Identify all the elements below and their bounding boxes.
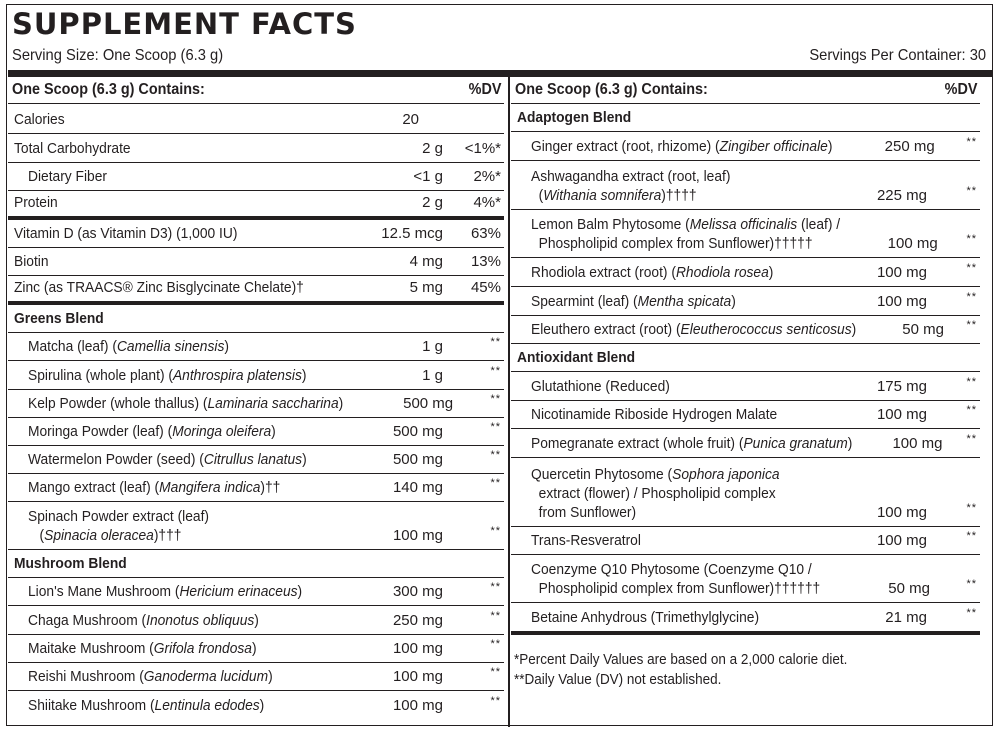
top-rule — [8, 70, 992, 77]
ingredient-dv: ** — [966, 433, 977, 445]
ingredient-row-rhodiola: Rhodiola extract (root) (Rhodiola rosea) 100 mg ** — [511, 258, 980, 287]
ingredient-dv: ** — [490, 365, 501, 377]
ingredient-row-mushroom: Chaga Mushroom (Inonotus obliquus) 250 mg ** — [8, 606, 504, 635]
ingredient-row-greens: Kelp Powder (whole thallus) (Laminaria saccharina) 500 mg ** — [8, 390, 504, 418]
panel-title: SUPPLEMENT FACTS — [12, 7, 357, 41]
contains-heading: One Scoop (6.3 g) Contains: — [12, 81, 205, 98]
nutrient-dv: 2%* — [473, 168, 501, 185]
ingredient-amount: 100 mg — [392, 697, 443, 714]
ingredient-amount: 100 mg — [876, 264, 927, 281]
nutrient-amount: <1 g — [413, 168, 443, 185]
ingredient-dv: ** — [966, 376, 977, 388]
ingredient-amount: 100 mg — [876, 532, 927, 549]
nutrient-name: Zinc (as TRAACS® Zinc Bisglycinate Chelate)† — [14, 279, 304, 296]
ingredient-row-lemon-balm: Lemon Balm Phytosome (Melissa officinalis (leaf) / Phospholipid complex from Sunflower)††††† 100 mg ** — [511, 210, 980, 258]
nutrient-amount: 2 g — [422, 140, 443, 157]
nutrient-amount: 20 — [402, 111, 419, 128]
bottom-rule — [511, 631, 980, 635]
nutrient-row-zinc — [8, 276, 504, 305]
ingredient-row-greens: Moringa Powder (leaf) (Moringa oleifera) 500 mg ** — [8, 418, 504, 446]
nutrient-name: Total Carbohydrate — [14, 140, 131, 157]
dv-heading: %DV — [944, 81, 977, 98]
ingredient-row-spearmint: Spearmint (leaf) (Mentha spicata) 100 mg ** — [511, 287, 980, 316]
ingredient-dv: ** — [966, 502, 977, 514]
ingredient-dv: ** — [966, 319, 977, 331]
ingredient-amount: 100 mg — [892, 435, 943, 452]
ingredient-dv: ** — [966, 136, 977, 148]
ingredient-dv: ** — [490, 525, 501, 537]
ingredient-dv: ** — [490, 421, 501, 433]
ingredient-amount: 100 mg — [392, 640, 443, 657]
nutrient-row-calories — [8, 104, 504, 134]
ingredient-amount: 100 mg — [392, 527, 443, 544]
ingredient-row-greens: Matcha (leaf) (Camellia sinensis) 1 g ** — [8, 333, 504, 361]
ingredient-amount: 100 mg — [876, 406, 927, 423]
ingredient-dv: ** — [966, 607, 977, 619]
footnote-dv-not-established: **Daily Value (DV) not established. — [514, 672, 722, 688]
nutrient-name: Dietary Fiber — [28, 168, 107, 185]
ingredient-dv: ** — [490, 610, 501, 622]
left-header — [8, 77, 504, 104]
ingredient-amount: 250 mg — [392, 612, 443, 629]
nutrient-dv: <1%* — [464, 140, 501, 157]
ingredient-row-resveratrol: Trans-Resveratrol 100 mg ** — [511, 527, 980, 555]
ingredient-amount: 50 mg — [888, 580, 930, 597]
nutrient-amount: 4 mg — [409, 253, 443, 270]
nutrient-amount: 5 mg — [409, 279, 443, 296]
ingredient-row-betaine: Betaine Anhydrous (Trimethylglycine) 21 mg ** — [531, 607, 977, 626]
ingredient-row-coq10: Coenzyme Q10 Phytosome (Coenzyme Q10 / Phospholipid complex from Sunflower)†††††† 50 mg ** — [511, 555, 980, 603]
mushroom-blend-heading: Mushroom Blend — [8, 550, 504, 578]
footnote-percent-dv: *Percent Daily Values are based on a 2,000 calorie diet. — [514, 652, 848, 668]
ingredient-dv: ** — [966, 185, 977, 197]
nutrient-row-vitamin-d — [8, 220, 504, 248]
ingredient-amount: 250 mg — [884, 138, 935, 155]
ingredient-dv: ** — [490, 638, 501, 650]
ingredient-amount: 1 g — [422, 338, 443, 355]
ingredient-dv: ** — [966, 404, 977, 416]
nutrient-name: Vitamin D (as Vitamin D3) (1,000 IU) — [14, 225, 238, 242]
ingredient-row-pomegranate: Pomegranate extract (whole fruit) (Punica granatum) 100 mg ** — [511, 429, 980, 458]
ingredient-dv: ** — [966, 233, 977, 245]
antioxidant-blend-heading: Antioxidant Blend — [511, 344, 980, 372]
ingredient-amount: 500 mg — [392, 451, 443, 468]
ingredient-amount: 500 mg — [403, 395, 454, 412]
ingredient-row-quercetin: Quercetin Phytosome (Sophora japonica extract (flower) / Phospholipid complex from Sunflower) 100 mg ** — [511, 458, 980, 527]
nutrient-amount: 12.5 mcg — [381, 225, 443, 242]
nutrient-name: Biotin — [14, 253, 49, 270]
nutrient-dv: 13% — [470, 253, 501, 270]
nutrient-row-biotin — [8, 248, 504, 276]
column-divider — [508, 77, 510, 727]
ingredient-dv: ** — [490, 695, 501, 707]
ingredient-row-greens: Watermelon Powder (seed) (Citrullus lanatus) 500 mg ** — [8, 446, 504, 474]
right-header — [511, 77, 980, 104]
ingredient-amount: 140 mg — [392, 479, 443, 496]
ingredient-dv: ** — [966, 291, 977, 303]
ingredient-row-greens: Spirulina (whole plant) (Anthrospira platensis) 1 g ** — [8, 361, 504, 390]
dv-heading: %DV — [468, 81, 501, 98]
ingredient-row-eleuthero: Eleuthero extract (root) (Eleutherococcus senticosus) 50 mg ** — [511, 316, 980, 344]
ingredient-dv: ** — [490, 449, 501, 461]
nutrient-row-fiber — [8, 163, 504, 191]
right-column — [511, 77, 980, 635]
ingredient-amount: 50 mg — [902, 321, 944, 338]
adaptogen-blend-heading: Adaptogen Blend — [511, 104, 980, 132]
nutrient-dv: 45% — [470, 279, 501, 296]
ingredient-dv: ** — [966, 262, 977, 274]
nutrient-row-carbohydrate — [8, 134, 504, 163]
ingredient-row-mushroom: Maitake Mushroom (Grifola frondosa) 100 mg ** — [8, 635, 504, 663]
serving-size: Serving Size: One Scoop (6.3 g) — [12, 47, 224, 64]
ingredient-amount: 100 mg — [876, 293, 927, 310]
ingredient-row-nicotinamide: Nicotinamide Riboside Hydrogen Malate 100 mg ** — [511, 401, 980, 429]
ingredient-dv: ** — [490, 581, 501, 593]
ingredient-amount: 300 mg — [392, 583, 443, 600]
footnotes — [514, 650, 872, 690]
ingredient-amount: 1 g — [422, 367, 443, 384]
ingredient-dv: ** — [490, 477, 501, 489]
nutrient-name: Protein — [14, 194, 58, 211]
ingredient-amount: 500 mg — [392, 423, 443, 440]
ingredient-row-mushroom: Shiitake Mushroom (Lentinula edodes) 100 mg ** — [28, 695, 501, 714]
nutrient-row-protein — [8, 191, 504, 220]
ingredient-row-ginger: Ginger extract (root, rhizome) (Zingiber officinale) 250 mg ** — [511, 132, 980, 161]
servings-per-container: Servings Per Container: 30 — [809, 47, 986, 64]
nutrient-dv: 63% — [470, 225, 501, 242]
ingredient-row-mushroom: Reishi Mushroom (Ganoderma lucidum) 100 mg ** — [8, 663, 504, 691]
ingredient-dv: ** — [966, 530, 977, 542]
nutrient-amount: 2 g — [422, 194, 443, 211]
ingredient-dv: ** — [490, 336, 501, 348]
ingredient-dv: ** — [490, 666, 501, 678]
nutrient-dv: 4%* — [473, 194, 501, 211]
ingredient-amount: 175 mg — [876, 378, 927, 395]
ingredient-amount: 100 mg — [887, 235, 938, 252]
ingredient-row-glutathione: Glutathione (Reduced) 175 mg ** — [511, 372, 980, 401]
ingredient-row-mushroom: Lion's Mane Mushroom (Hericium erinaceus) 300 mg ** — [8, 578, 504, 606]
ingredient-amount: 21 mg — [885, 609, 927, 626]
left-column — [8, 77, 504, 719]
greens-blend-heading: Greens Blend — [8, 305, 504, 333]
ingredient-amount: 225 mg — [876, 187, 927, 204]
ingredient-row-greens: Mango extract (leaf) (Mangifera indica)†† 140 mg ** — [8, 474, 504, 502]
ingredient-amount: 100 mg — [876, 504, 927, 521]
ingredient-dv: ** — [966, 578, 977, 590]
ingredient-row-spinach: Spinach Powder extract (leaf) (Spinacia oleracea)††† 100 mg ** — [8, 502, 504, 550]
ingredient-dv: ** — [490, 393, 501, 405]
ingredient-amount: 100 mg — [392, 668, 443, 685]
contains-heading: One Scoop (6.3 g) Contains: — [515, 81, 708, 98]
nutrient-name: Calories — [14, 111, 65, 128]
ingredient-row-ashwagandha: Ashwagandha extract (root, leaf) (Withania somnifera)†††† 225 mg ** — [511, 161, 980, 210]
